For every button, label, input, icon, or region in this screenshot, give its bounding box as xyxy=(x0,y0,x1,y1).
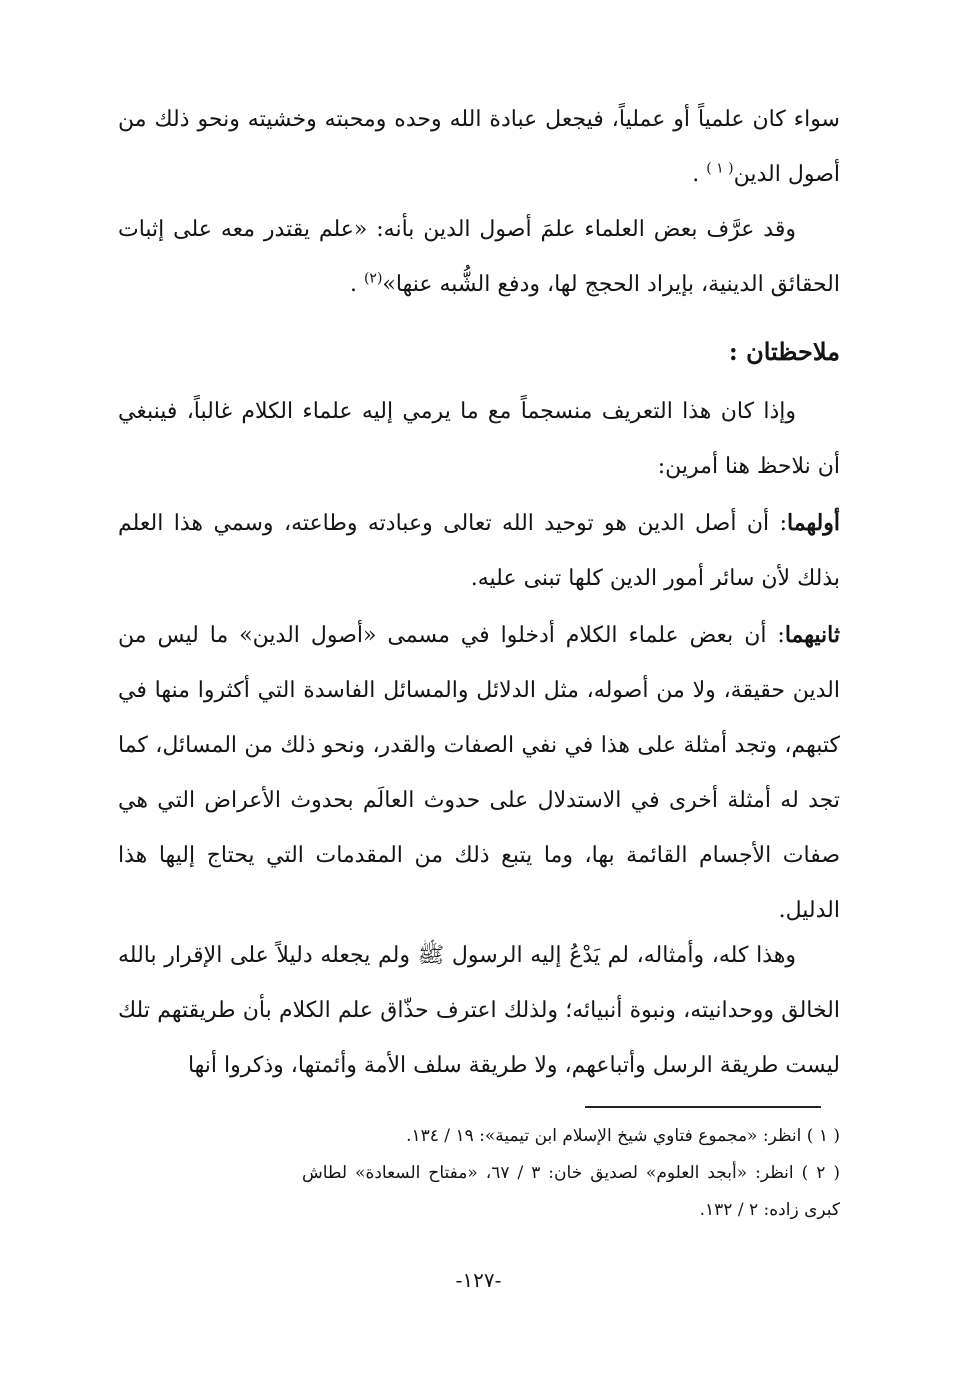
footnotes xyxy=(302,1118,840,1229)
paragraph-5-lead: ثانيهما xyxy=(784,622,840,648)
page-number: -١٢٧- xyxy=(455,1268,502,1292)
paragraph-2-text: وقد عرَّف بعض العلماء علمَ أصول الدين بأنه: «علم يقتدر معه على إثبات الحقائق الدينية، بإيراد الحجج لها، ودفع الشُّبه عنها» xyxy=(118,217,840,297)
paragraph-4-text: : أن أصل الدين هو توحيد الله تعالى وعبادته وطاعته، وسمي هذا العلم بذلك لأن سائر أمور الدين كلها تبنى عليه. xyxy=(118,511,840,591)
body-text-3 xyxy=(118,384,840,494)
paragraph-4-lead: أولهما xyxy=(786,510,840,536)
paragraph-5-text: : أن بعض علماء الكلام أدخلوا في مسمى «أصول الدين» ما ليس من الدين حقيقة، ولا من أصوله، مثل الدلائل والمسائل الفاسدة التي أكثروا منها في كتبهم، وتجد أمثلة على هذا في نفي الصفات والقدر، ونحو ذلك من المسائل، كما تجد له أمثلة أخرى في الاستدلال على حدوث العالَم بحدوث الأعراض التي هي صفات الأجسام القائمة بها، وما يتبع ذلك من المقدمات التي يحتاج إليها هذا الدليل. xyxy=(118,623,840,923)
section-heading-block xyxy=(118,324,840,379)
paragraph-2-end: . xyxy=(349,272,357,297)
paragraph-1 xyxy=(118,92,840,202)
body-text xyxy=(118,92,840,202)
body-text-2 xyxy=(118,202,840,312)
footnote-separator xyxy=(585,1106,821,1108)
footnote-2: ( ٢ ) انظر: «أبجد العلوم» لصديق خان: ٣ / ٦٧، «مفتاح السعادة» لطاش كبرى زاده: ٢ / ١٣٢. xyxy=(302,1163,840,1220)
paragraph-1-end: . xyxy=(692,162,700,187)
paragraph-3: وإذا كان هذا التعريف منسجماً مع ما يرمي إليه علماء الكلام غالباً، فينبغي أن نلاحظ هنا أمرين: xyxy=(118,399,840,479)
footnote-ref-1: ( ١ ) xyxy=(706,160,734,177)
paragraph-1-text: سواء كان علمياً أو عملياً، فيجعل عبادة الله وحده ومحبته وخشيته ونحو ذلك من أصول الدين xyxy=(118,107,840,187)
body-text-4 xyxy=(118,496,840,606)
footnote-ref-2: (٢) xyxy=(363,270,383,287)
body-text-5 xyxy=(118,608,840,938)
footnote-1: ( ١ ) انظر: «مجموع فتاوي شيخ الإسلام ابن تيمية»: ١٩ / ١٣٤. xyxy=(406,1126,840,1146)
paragraph-4 xyxy=(118,496,840,606)
section-heading: ملاحظتان : xyxy=(728,337,840,366)
body-text-6 xyxy=(118,928,840,1093)
paragraph-5 xyxy=(118,608,840,938)
paragraph-6: وهذا كله، وأمثاله، لم يَدْعُ إليه الرسول ﷺ ولم يجعله دليلاً على الإقرار بالله الخالق ووحدانيته، ونبوة أنبيائه؛ ولذلك اعترف حذّاق علم الكلام بأن طريقتهم تلك ليست طريقة الرسل وأتباعهم، ولا طريقة سلف الأمة وأئمتها، وذكروا أنها xyxy=(118,943,840,1078)
paragraph-2 xyxy=(118,202,840,312)
